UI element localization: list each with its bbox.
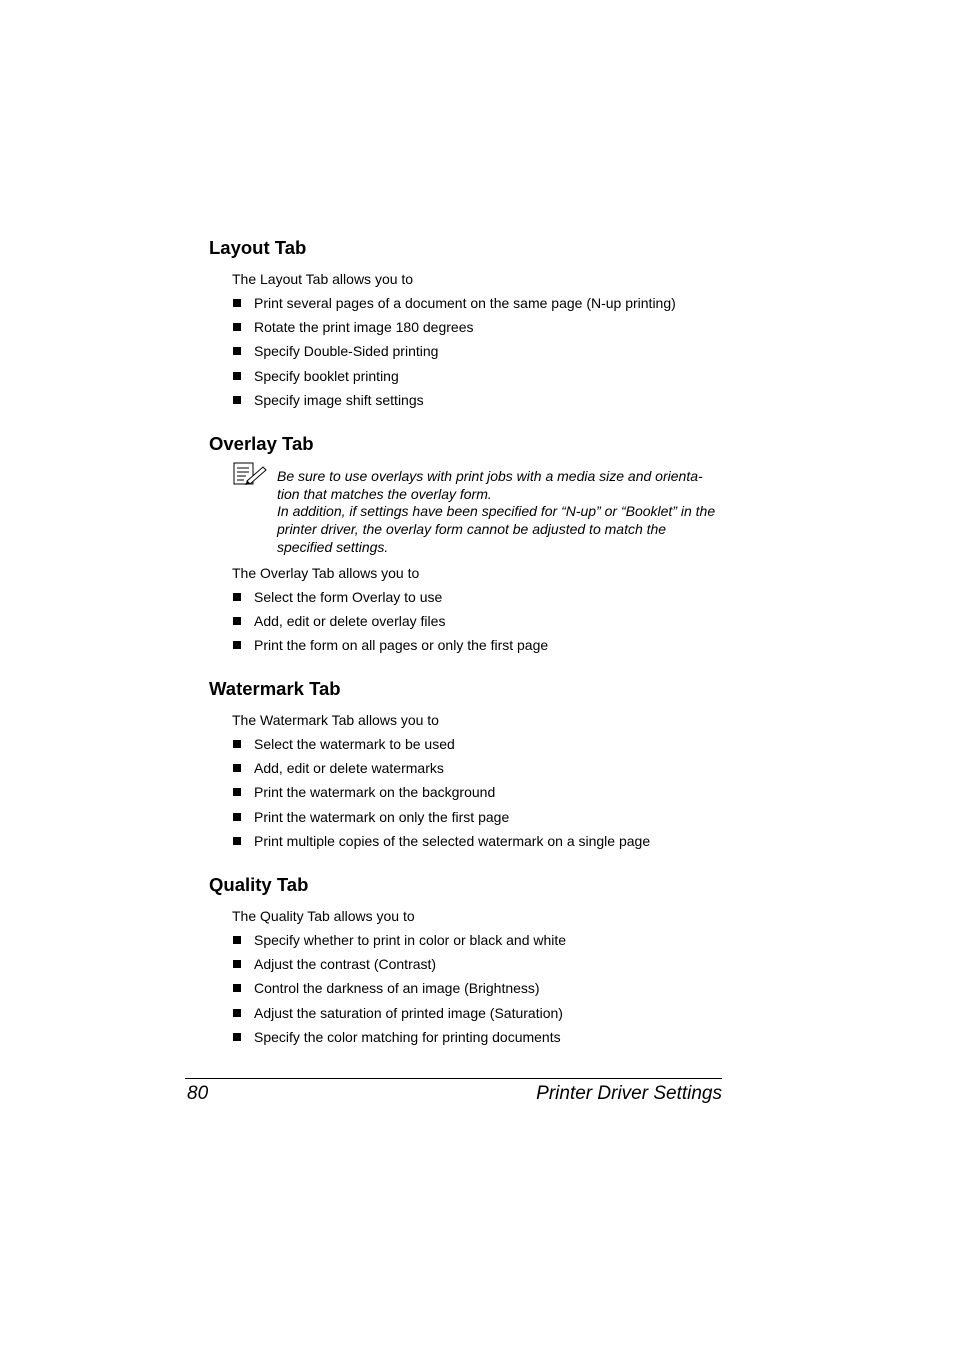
- bullet-square-icon: [233, 960, 241, 968]
- footer-chapter-title: Printer Driver Settings: [536, 1083, 722, 1104]
- bullet-square-icon: [233, 1009, 241, 1017]
- bullet-square-icon: [233, 813, 241, 821]
- overlay-note: [277, 468, 722, 557]
- bullet-square-icon: [233, 1033, 241, 1041]
- watermark-tab-intro: The Watermark Tab allows you to: [232, 712, 439, 728]
- page-number: 80: [187, 1083, 209, 1104]
- bullet-square-icon: [233, 641, 241, 649]
- bullet-square-icon: [233, 299, 241, 307]
- bullet-square-icon: [233, 788, 241, 796]
- quality-tab-intro: The Quality Tab allows you to: [232, 908, 415, 924]
- bullet-square-icon: [233, 372, 241, 380]
- bullet-square-icon: [233, 323, 241, 331]
- manual-page: Layout Tab The Layout Tab allows you to Print several pages of a document on the same page (N-up printing) Rotate the print image 180 degrees Specify Double-Sided printing Specify booklet printing Specify image shift settings Overlay Tab Be sure to use overlays with print jobs with a media size and orienta-tion that matches the overlay form. In addition, if settings have been specified for “N-up” or “Booklet” in the printer driver, the overlay form cannot be adjusted to match the specified settings. The Overlay Tab allows you to Select the form Overlay to use Add, edit or delete overlay files Print the form on all pages or only the first page Watermark Tab The Watermark Tab allows you to Select the watermark to be used Add, edit or delete watermarks Print the watermark on the background Print the watermark on only the first page Print multiple copies of the selected watermark on a single page Quality Tab The Quality Tab allows you to Specify whether to print in color or black and white Adjust the contrast (Contrast) Control the darkness of an image (Brightness) Adjust the saturation of printed image (Saturation) Specify the color matching for printing documents 80 Printer Driver Settings: [187, 237, 722, 1104]
- bullet-square-icon: [233, 617, 241, 625]
- footer-divider: [185, 1078, 722, 1079]
- overlay-note-text-1: Be sure to use overlays with print jobs with a media size and orienta-tion that matches the overlay form.: [277, 468, 703, 502]
- bullet-square-icon: [233, 936, 241, 944]
- layout-tab-heading: Layout Tab: [209, 237, 307, 258]
- overlay-note-text-2: In addition, if settings have been specified for “N-up” or “Booklet” in the printer driver, the overlay form cannot be adjusted to match the specified settings.: [277, 503, 716, 555]
- bullet-square-icon: [233, 764, 241, 772]
- bullet-square-icon: [233, 593, 241, 601]
- watermark-tab-heading: Watermark Tab: [209, 678, 341, 699]
- overlay-tab-heading: Overlay Tab: [209, 433, 314, 454]
- bullet-square-icon: [233, 347, 241, 355]
- note-pencil-icon: [233, 462, 267, 486]
- layout-tab-intro: The Layout Tab allows you to: [232, 271, 414, 287]
- quality-tab-heading: Quality Tab: [209, 874, 309, 895]
- bullet-square-icon: [233, 396, 241, 404]
- bullet-square-icon: [233, 837, 241, 845]
- bullet-square-icon: [233, 984, 241, 992]
- overlay-tab-intro: The Overlay Tab allows you to: [232, 565, 420, 581]
- bullet-square-icon: [233, 740, 241, 748]
